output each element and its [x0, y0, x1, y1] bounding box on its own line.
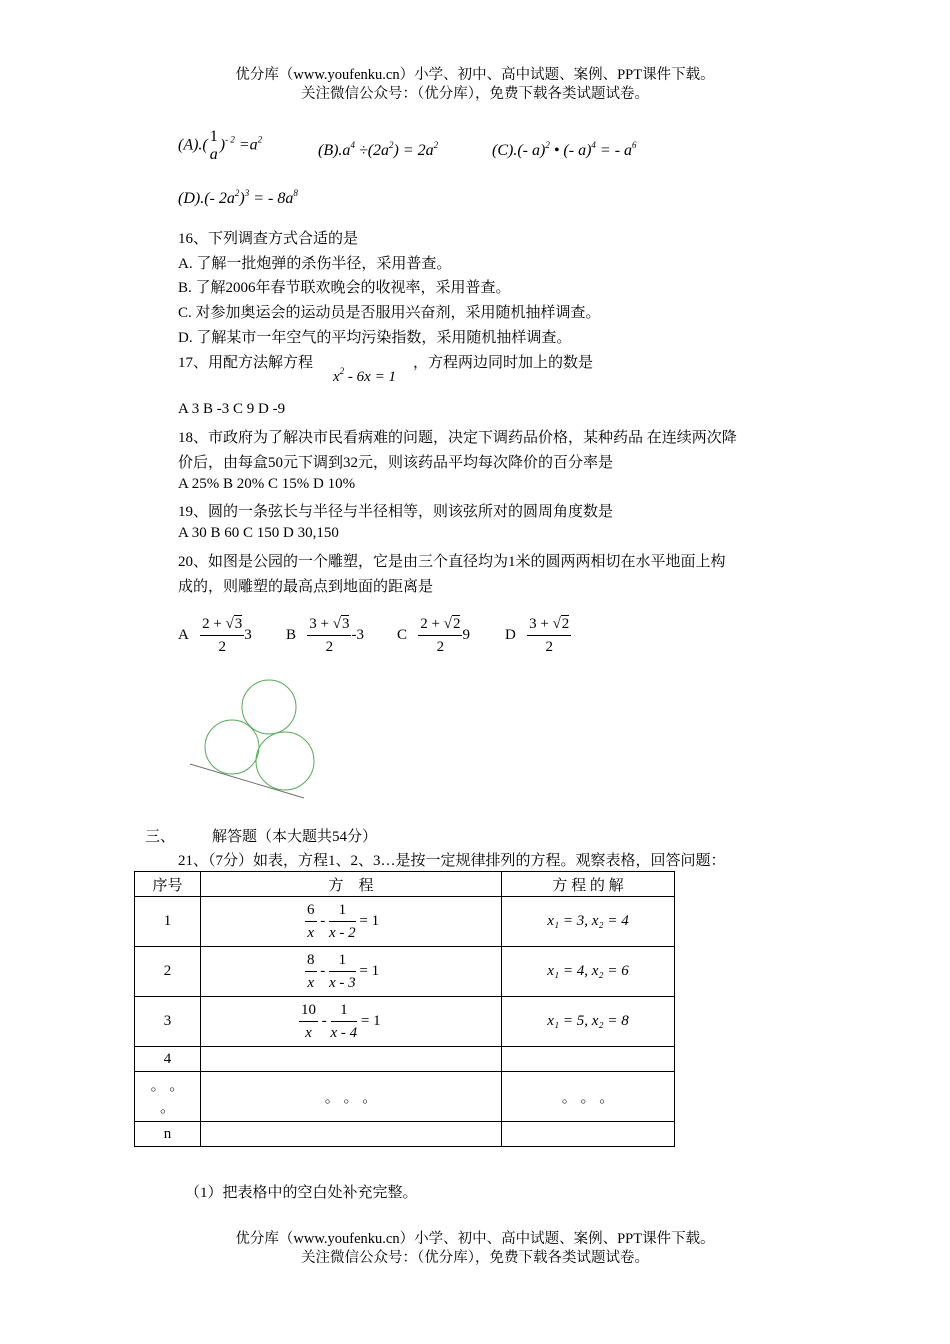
q15-option-d: (D).(- $2a^2)^3$ = - $8a^8$ [178, 188, 298, 207]
q20-option-c: C $\frac{2 + √2}{2}$ 9 [397, 613, 470, 658]
q16-option-b: B. 了解2006年春节联欢晚会的收视率，采用普查。 [178, 280, 511, 296]
section-title: 解答题（本大题共54分） [212, 829, 378, 845]
q21-table [134, 871, 675, 1147]
table-row [135, 997, 675, 1047]
left-circle [205, 720, 259, 774]
section-number: 三、 [145, 829, 176, 845]
q15-option-a: (A).( 1 a )$^{- 2} =a^2$ [178, 128, 263, 163]
q17-options: A 3 B -3 C 9 D -9 [178, 401, 286, 417]
q18-options: A 25% B 20% C 15% D 10% [178, 476, 356, 492]
header-solution: 方 程 的 解 [502, 872, 675, 897]
row-equation-empty[interactable] [201, 1047, 502, 1072]
table-row [135, 1047, 675, 1072]
q17-stem: 17、用配方法解方程 [178, 355, 314, 371]
row-no: 4 [135, 1047, 201, 1072]
table-row [135, 1122, 675, 1147]
header-no: 序号 [135, 872, 201, 897]
row-solution: x₁ = 3, x₂ = 4 [502, 897, 675, 947]
q20-line-1: 20、如图是公园的一个雕塑，它是由三个直径均为1米的圆两两相切在水平地面上构 [178, 554, 726, 570]
table-row [135, 947, 675, 997]
q15-option-c: (C).(- a)$^2$ • (- a)$^4$ = - $a^6$ [492, 140, 637, 159]
q21-stem: 21、（7分）如表，方程1、2、3…是按一定规律排列的方程。观察表格，回答问题： [178, 853, 726, 869]
q20-option-b: B $\frac{3 + √3}{2}$ -3 [286, 613, 364, 658]
row-no: n [135, 1122, 201, 1147]
row-solution-empty[interactable] [502, 1047, 675, 1072]
q18-line-1: 18、市政府为了解决市民看病难的问题，决定下调药品价格，某种药品 在连续两次降 [178, 430, 737, 446]
q18-line-2: 价后，由每盒50元下调到32元，则该药品平均每次降价的百分率是 [178, 455, 614, 471]
table-header-row [135, 872, 675, 897]
q20-option-d: D $\frac{3 + √2}{2}$ [505, 613, 571, 658]
q21-subquestion-1: （1）把表格中的空白处补充完整。 [185, 1185, 418, 1201]
row-equation: $\frac{8}{x}$ - $\frac{1}{x - 3}$ = 1 [201, 947, 502, 997]
right-circle [256, 732, 314, 790]
row-equation-empty[interactable] [201, 1122, 502, 1147]
row-no: 3 [135, 997, 201, 1047]
row-equation: $\frac{10}{x}$ - $\frac{1}{x - 4}$ = 1 [201, 997, 502, 1047]
row-no: 1 [135, 897, 201, 947]
row-no-dots: 。 。 。 [135, 1072, 201, 1122]
header-line-2: 关注微信公众号：（优分库），免费下载各类试题试卷。 [301, 86, 649, 102]
q19-stem: 19、圆的一条弦长与半径与半径相等，则该弦所对的圆周角度数是 [178, 504, 614, 520]
q15-option-b: $(B).a^4 \div(2a^2) = 2a^2$ [318, 140, 439, 159]
q16-option-c: C. 对参加奥运会的运动员是否服用兴奋剂，采用随机抽样调查。 [178, 305, 601, 321]
footer-line-2: 关注微信公众号：（优分库），免费下载各类试题试卷。 [301, 1250, 649, 1266]
q20-line-2: 成的，则雕塑的最高点到地面的距离是 [178, 579, 434, 595]
q19-options: A 30 B 60 C 150 D 30,150 [178, 525, 339, 541]
row-solution: x₁ = 5, x₂ = 8 [502, 997, 675, 1047]
top-circle [242, 680, 296, 734]
q17-stem-end: ，方程两边同时加上的数是 [413, 355, 594, 371]
row-solution: x₁ = 4, x₂ = 6 [502, 947, 675, 997]
header-line-1: 优分库（www.youfenku.cn）小学、初中、高中试题、案例、PPT课件下载。 [235, 67, 715, 83]
q16-stem: 16、下列调查方式合适的是 [178, 231, 359, 247]
q20-option-a: A $\frac{2 + √3}{2}$ 3 [178, 613, 252, 658]
q16-option-a: A. 了解一批炮弹的杀伤半径，采用普查。 [178, 256, 452, 272]
q17-equation: $x^2 - 6x = 1$ [333, 366, 396, 385]
row-solution-empty[interactable] [502, 1122, 675, 1147]
q16-option-d: D. 了解某市一年空气的平均污染指数，采用随机抽样调查。 [178, 330, 572, 346]
row-equation: $\frac{6}{x}$ - $\frac{1}{x - 2}$ = 1 [201, 897, 502, 947]
table-row [135, 1072, 675, 1122]
q20-figure-circles [180, 670, 320, 805]
row-solution-dots: 。 。 。 [502, 1072, 675, 1122]
row-no: 2 [135, 947, 201, 997]
row-equation-dots: 。 。 。 [201, 1072, 502, 1122]
footer-line-1: 优分库（www.youfenku.cn）小学、初中、高中试题、案例、PPT课件下载。 [235, 1231, 715, 1247]
header-equation: 方 程 [201, 872, 502, 897]
table-row [135, 897, 675, 947]
